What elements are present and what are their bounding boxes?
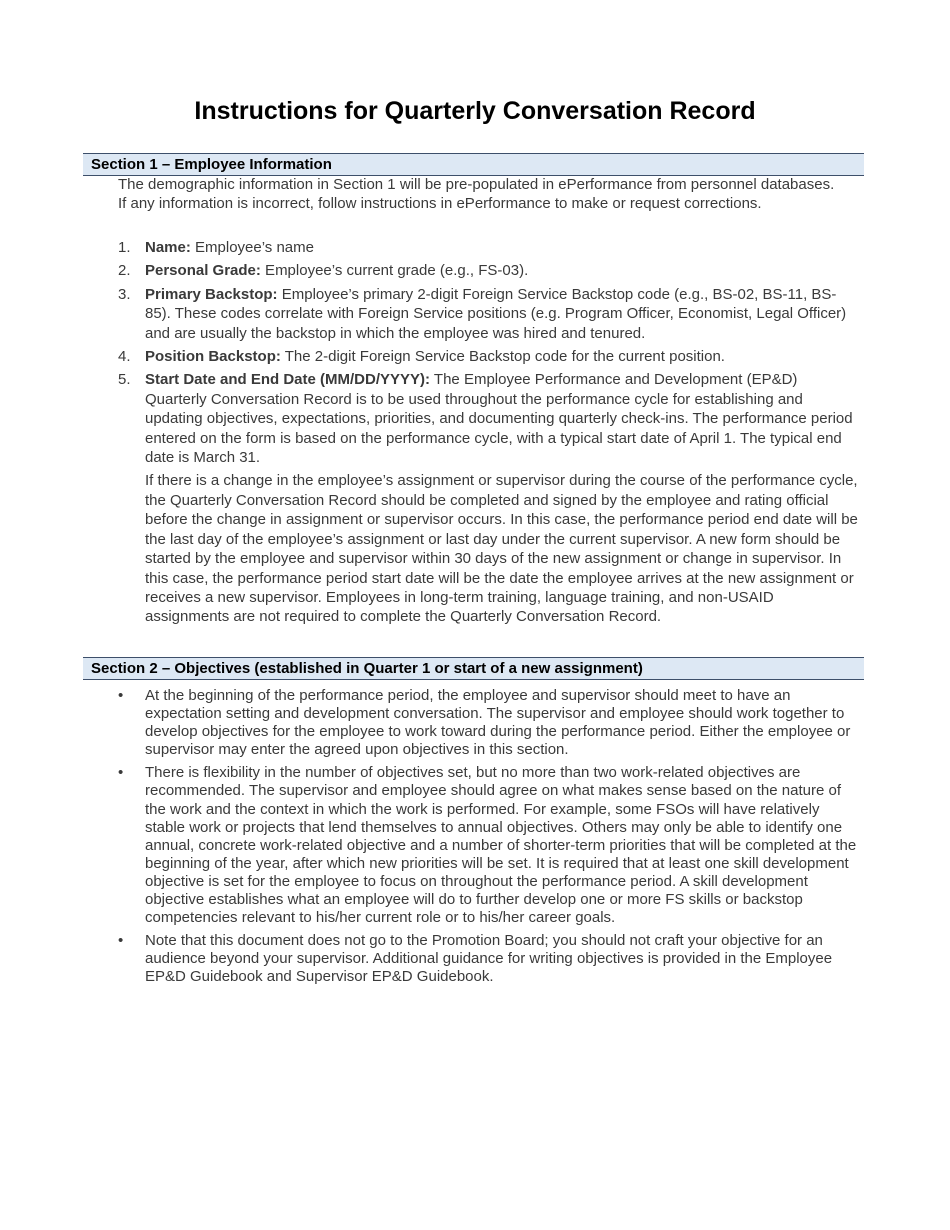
bullet-icon: • xyxy=(118,764,124,782)
list-number: 3. xyxy=(118,285,131,303)
field-description: Employee’s primary 2-digit Foreign Service Backstop code (e.g., BS-02, BS-11, BS-85). These codes correlate with Foreign Service positions (e.g. Program Officer, Economist, Legal Officer) and are usually the backstop in which the employee was hired and tenured. xyxy=(145,285,847,342)
field-label: Name: xyxy=(145,239,191,256)
section-2-bullet-list xyxy=(118,687,858,992)
field-label: Primary Backstop: xyxy=(145,285,278,303)
list-number: 1. xyxy=(118,239,131,256)
list-number: 5. xyxy=(118,371,131,389)
bullet-icon: • xyxy=(118,687,124,704)
bullet-text: At the beginning of the performance period, the employee and supervisor should meet to have an expectation setting and development conversation. The supervisor and employee should work together to develop objectives for the employee to work toward during the performance period. Either the employee or supervisor may enter the agreed upon objectives in this section. xyxy=(145,687,851,759)
field-item-name xyxy=(118,238,858,257)
assignment-change-paragraph: If there is a change in the employee’s assignment or supervisor during the course of the performance cycle, the Quarterly Conversation Record should be completed and signed by the employee and rating official before the change in assignment or supervisor occurs. In this case, the performance period end date will be the last day of the employee’s assignment or last day under the current supervisor. A new form should be started by the employee and supervisor within 30 days of the new assignment or change in supervisor. In this case, the performance period start date will be the date the employee arrives at the new assignment or receives a new supervisor. Employees in long-term training, language training, and non-USAID assignments are not required to complete the Quarterly Conversation Record. xyxy=(145,472,858,626)
section-1-heading: Section 1 – Employee Information xyxy=(83,153,864,176)
field-description: The 2-digit Foreign Service Backstop code for the current position. xyxy=(280,348,725,366)
section-1-intro: The demographic information in Section 1 will be pre-populated in ePerformance from personnel databases. If any information is incorrect, follow instructions in ePerformance to make or request corrections. xyxy=(118,176,835,213)
field-item-personal-grade xyxy=(118,261,858,280)
field-item-position-backstop xyxy=(118,347,858,366)
field-description: The Employee Performance and Development (EP&D) Quarterly Conversation Record is to be used throughout the performance cycle for establishing and updating objectives, expectations, priorities, and documenting quarterly check-ins. The performance period entered on the form is based on the performance cycle, with a typical start date of April 1. The typical end date is March 31. xyxy=(145,371,853,467)
bullet-text: There is flexibility in the number of objectives set, but no more than two work-related objectives are recommended. The supervisor and employee should agree on what makes sense based on the nature of the work and the context in which the work is performed. For example, some FSOs will have relatively stable work or projects that lend themselves to annual objectives. Others may only be able to identify one annual, concrete work-related objective and a number of shorter-term priorities that will be completed at the beginning of the year, after which new priorities will be set. It is required that at least one skill development objective is set for the employee to focus on throughout the performance period. A skill development objective establishes what an employee will do to further develop one or more FS skills or backstop competencies relevant to his/her current role or to his/her career goals. xyxy=(145,764,857,927)
field-item-start-end-date xyxy=(118,370,858,626)
list-item xyxy=(118,764,858,927)
field-item-primary-backstop xyxy=(118,285,858,343)
list-item xyxy=(118,932,858,986)
field-description: Employee’s name xyxy=(190,239,314,256)
field-description: Employee’s current grade (e.g., FS-03). xyxy=(260,262,529,280)
field-label: Position Backstop: xyxy=(145,348,281,366)
field-label: Start Date and End Date (MM/DD/YYYY): xyxy=(145,371,431,389)
list-number: 2. xyxy=(118,262,131,280)
field-label: Personal Grade: xyxy=(145,262,261,280)
list-item xyxy=(118,687,858,759)
document-title: Instructions for Quarterly Conversation Record xyxy=(194,97,756,125)
bullet-icon: • xyxy=(118,932,124,950)
section-2-heading: Section 2 – Objectives (established in Quarter 1 or start of a new assignment) xyxy=(83,657,864,680)
list-number: 4. xyxy=(118,348,131,366)
section-1-field-list xyxy=(118,238,858,631)
bullet-text: Note that this document does not go to the Promotion Board; you should not craft your objective for an audience beyond your supervisor. Additional guidance for writing objectives is provided in the Employee EP&D Guidebook and Supervisor EP&D Guidebook. xyxy=(145,932,833,986)
